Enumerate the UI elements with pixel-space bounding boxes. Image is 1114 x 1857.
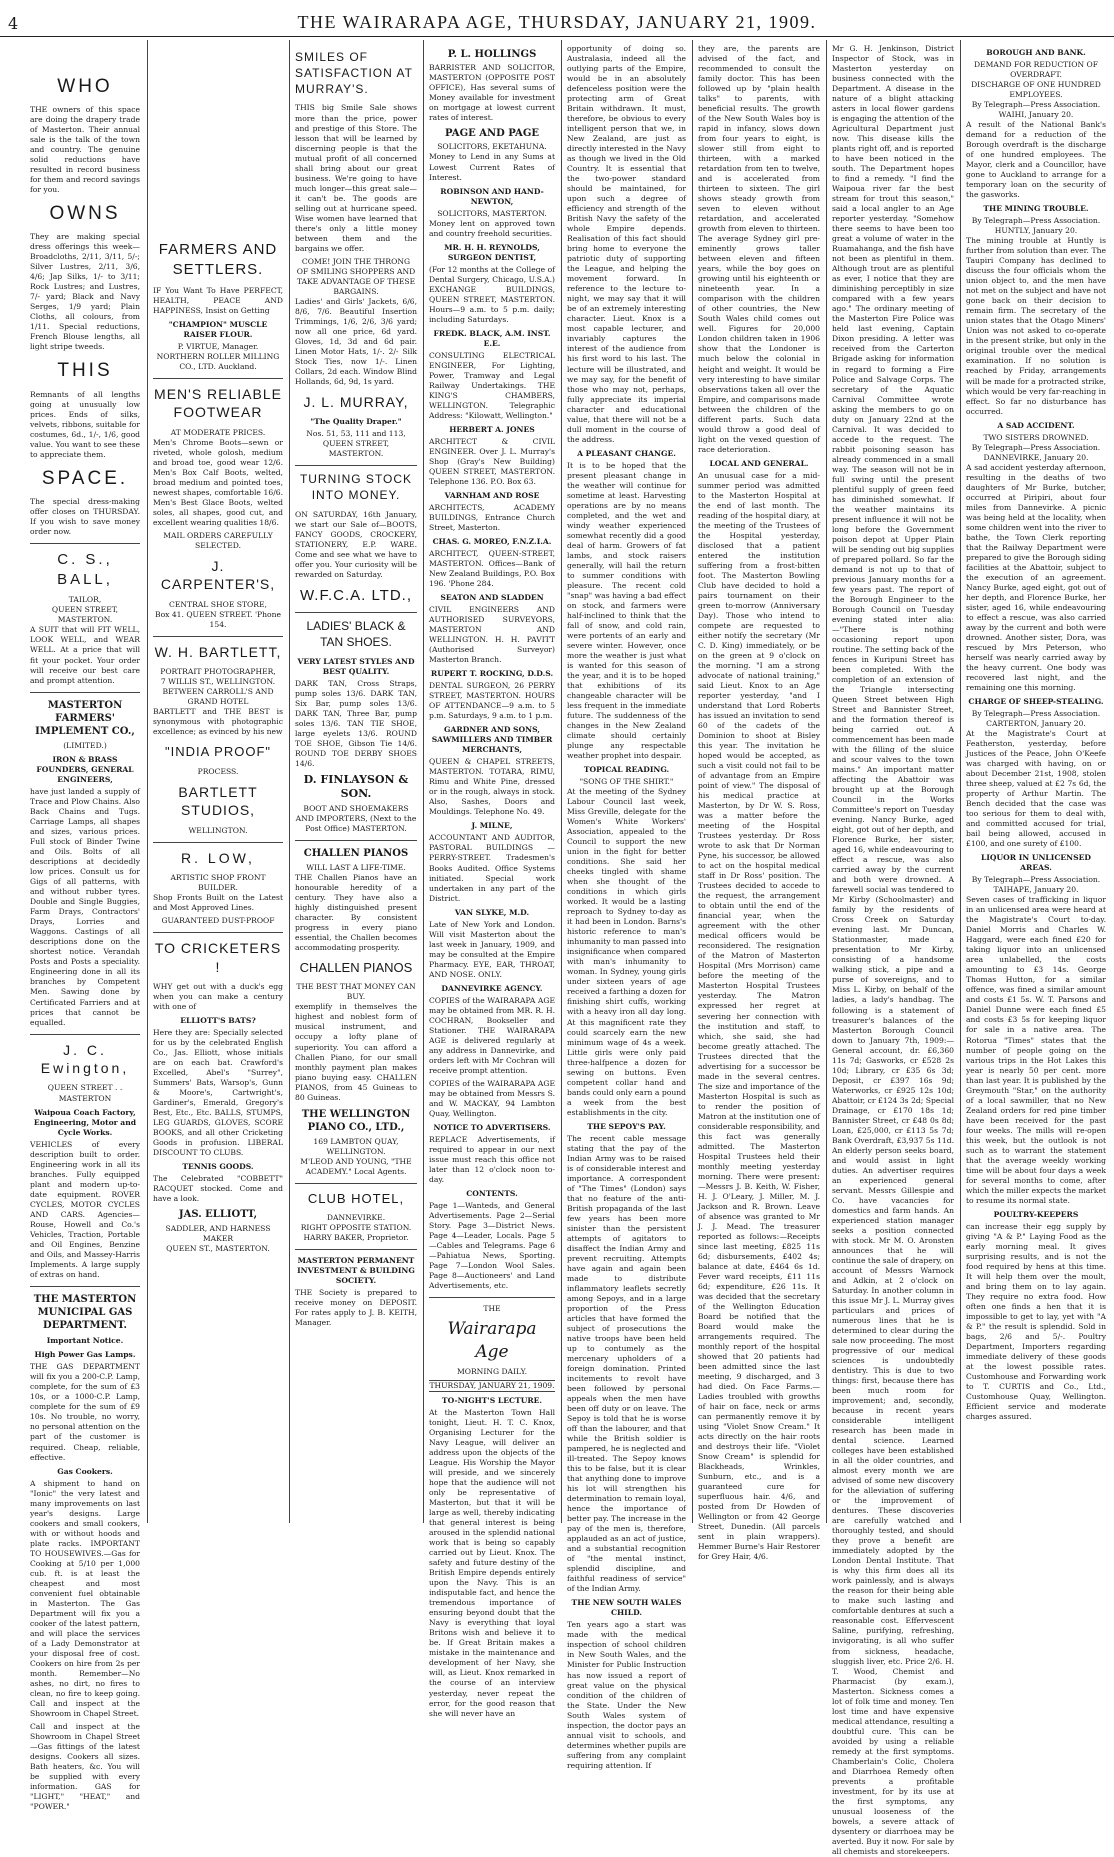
accident-sub: TWO SISTERS DROWNED. <box>983 432 1089 442</box>
ad-perm: MASTERTON PERMANENT INVESTMENT & BUILDING SOCIETY. <box>297 1256 415 1286</box>
notice-heading: NOTICE TO ADVERTISERS. <box>433 1122 551 1132</box>
column-rule <box>692 40 693 1523</box>
ad-murray-sub: "The Quality Draper." <box>310 417 402 427</box>
ad-copies-text: COPIES of the WAIRARAPA AGE may be obtained from Messrs S. and W. MACKAY, 94 Lambton Quay, Wellington. <box>429 1078 555 1118</box>
column-6 <box>698 44 821 1562</box>
paper-name: Wairarapa Age <box>447 1319 537 1362</box>
ad-who-text: THE owners of this space are doing the drapery trade of Masterton. Their annual sale is the talk of the town and country. The genuine solid reductions have resulted in record business for them and record savings for you. <box>30 105 140 195</box>
ad-jones: HERBERT A. JONES <box>449 424 535 434</box>
lecture-heading: TO-NIGHT'S LECTURE. <box>441 1396 543 1406</box>
ad-club-title: CLUB HOTEL, <box>307 1191 405 1207</box>
article-sepoy-heading: THE SEPOY'S PAY. <box>587 1121 666 1131</box>
ad-ewington-sub: Waipoua Coach Factory, Engineering, Motor and Cycle Works. <box>33 1107 137 1137</box>
article-song-text: At the meeting of the Sydney Labour Council last week, Miss Greville, delegate for the Women's White Workers' Association, appealed to the Council to support the new union in the fight for better conditions. She said her cheeks tingled with shame when she thought of the conditions in which girls worked. It would be a lasting reproach to Sydney to-day as it had been in London. Barns's historic reference to man's inhumanity to man passed into insignificance when compared with man's inhumanity to woman. In Sydney, young girls under sixteen years of age received a farthing a dozen for finishing shirt cuffs, working with a heavy iron all day long. At this magnificent rate they could scarcely earn the new minimum wage of 4s a week. Little girls were only paid three-halfpence a dozen for sewing on buttons. Even competent collar hand and bands could only earn a pound a week from the best establishments in the city. <box>567 787 686 1117</box>
ad-northern: NORTHERN ROLLER MILLING CO., LTD. Auckland. <box>156 351 280 371</box>
ad-ball-name: C. S., BALL, <box>57 550 113 588</box>
ad-ladies: LADIES' BLACK & TAN SHOES. <box>306 619 406 649</box>
ad-space-text: The special dress-making offer closes on THURSDAY. If you wish to save money order now. <box>30 496 140 536</box>
notice-text: REPLACE Advertisements, if required to appear in our next issue must reach this office not later than 12 o'clock noon to-day. <box>429 1134 555 1184</box>
article-navy-text: opportunity of doing so. Australasia, indeed all the outlying parts of the Empire, would be in an absolutely defenceless position were the protecting arm of Great Britain withdrawn. It must, therefore, be obvious to every intelligent person that we, in New Zealand, are just as directly interested in the Navy as though we lived in the Old Country. It is essential that the two-power standard should be maintained, for upon such a degree of efficiency and strength of the British Navy the safety of the whole Empire depends. Realisation of this fact should bring home to everyone the patriotic duty of supporting the League, and helping the movement forward. In reference to the lecture to-night, we may say that it will be of an extremely interesting character. Lieut. Knox is a most capable lecturer, and invariably captures the interest of the audience from his first word to his last. The lecture will be illustrated, and we may say, for the benefit of those who may not, perhaps, fully appreciate its imperial character and educational value, that there will not be a dull moment in the course of the address. <box>567 44 686 444</box>
ad-tennis-text: The Celebrated "COBBETT" RACQUET stocked. Come and have a look. <box>153 1174 283 1204</box>
column-4 <box>429 44 555 1718</box>
ad-throng: COME! JOIN THE THRONG OF SMILING SHOPPERS AND TAKE ADVANTAGE OF THESE BARGAINS. <box>296 256 416 296</box>
ad-mens-text: Men's Chrome Boots—sewn or riveted, whole golosh, medium and broad toe, good wear 12/6. Men's Box Calf Boots, welted, broad medium and pointed toes, newest shapes, comfortable 16/6. Men's Best Glace Boots, welted soles, all shapes, good cut, and excellent wearing qualities 18/6. <box>153 437 283 527</box>
ad-settlers-title: FARMERS AND SETTLERS. <box>158 241 278 278</box>
ad-turning-text: ON SATURDAY, 16th January, we start our Sale of—BOOTS, FANCY GOODS, CROCKERY, STATIONERY, E.P. WARE. Come and see what we have to offer you. Your curiosity will be rewarded on Saturday. <box>295 510 417 580</box>
ad-smiles: SMILES OF SATISFACTION AT MURRAY'S. <box>295 50 413 96</box>
newspaper-title: THE WAIRARAPA AGE, THURSDAY, JANUARY 21, 1909. <box>297 12 817 32</box>
divider <box>153 378 283 379</box>
borough-text: A result of the National Bank's demand for a reduction of the Borough overdraft is the discharge of one hundred employees. The Mayor, clerk and a Councillor, have gone to Auckland to arrange for a temporary loan on the security of the gasworks. <box>966 120 1106 200</box>
ad-seaton: SEATON AND SLADDEN <box>440 593 544 603</box>
ad-india: "INDIA PROOF" <box>164 744 272 760</box>
ad-farmers-text: have just landed a supply of Trace and Plow Chains. Also Back Chains and Tugs. Carriage Lamps, all shapes and sizes, various prices. Full stock of Binder Twine and Oils. Bolts of all descriptions at decidedly low prices. Consult us for Gigs of all patterns, with and without rubber tyres. Double and Single Buggies, Farm Drays, Contractors' Drays, Lorries and Waggons. Castings of all descriptions done on the shortest notice. Verandah Posts and Posts a speciality. Engineering done in all its branches by Competent Men. Sawing done by Certificated Farriers and at prices that cannot be equalled. <box>30 787 140 1027</box>
ad-reynolds: MR. H. H. REYNOLDS, SURGEON DENTIST, <box>444 242 540 262</box>
borough-sub: DEMAND FOR REDUCTION OF OVERDRAFT. <box>973 60 1099 80</box>
ad-tennis: TENNIS GOODS. <box>182 1162 254 1172</box>
borough-heading: BOROUGH AND BANK. <box>986 48 1086 57</box>
ad-wpc: THE WELLINGTON PIANO CO., LTD., <box>301 1108 411 1133</box>
ad-robinson: ROBINSON AND HAND-NEWTON, <box>440 186 544 206</box>
ad-moreo-text: ARCHITECT, QUEEN-STREET, MASTERTON. Offices—Bank of New Zealand Buildings, P.O. Box 196. 'Phone 284. <box>429 549 555 589</box>
ad-gas-lamps: High Power Gas Lamps. <box>34 1350 136 1360</box>
ad-gas-cookers-text: A shipment to hand on "Ionic" the very latest and many improvements on last year's designs. Large cookers and small cookers, with or without hoods and plate racks. IMPORTANT TO HOUSEWIVES.—Gas for Cooking at 5/10 per 1,000 cub. ft. is at least the cheapest and most convenient fuel obtainable in Masterton. The Gas Department will fix you a cooker of the latest pattern, and will place the services of a Lady Demonstrator at your disposal free of cost. Cookers on hire from 2s per month. Remember—No ashes, no dirt, no fires to clean, no fire to keep going. Call and inspect at the Showroom in Chapel Street. <box>30 1478 140 1718</box>
sheep-dateline: By Telegraph—Press Association. CARTERTON, January 20. <box>971 709 1101 729</box>
local-heading: LOCAL AND GENERAL. <box>709 458 809 468</box>
ad-who-heading: WHO <box>57 76 113 97</box>
divider <box>30 1034 140 1035</box>
ad-owns-heading: OWNS <box>49 203 121 225</box>
divider <box>295 1249 417 1250</box>
article-nsw-heading: THE NEW SOUTH WALES CHILD. <box>571 1598 682 1618</box>
column-rule <box>826 40 827 1523</box>
ad-page: PAGE AND PAGE <box>445 128 539 140</box>
ad-challen-text2: exemplify in themselves the highest and noblest form of musical instrument, and occupy a lofty plane of superiority. You can afford a Challen Piano, for our small monthly payment plan makes piano buying easy. CHALLEN PIANOS, from 45 Guineas to 80 Guineas. <box>295 1002 417 1102</box>
ad-elliott-addr: QUEEN ST., MASTERTON. <box>166 1243 270 1253</box>
column-7 <box>832 44 954 1856</box>
ad-rupert-text: DENTAL SURGEON, 26 PERRY STREET, MASTERTON. HOURS OF ATTENDANCE—9 a.m. to 5 p.m. Saturdays, 9 a.m. to 1 p.m. <box>429 681 555 721</box>
ad-varnham-text: ARCHITECTS, ACADEMY BUILDINGS, Entrance Church Street, Masterton. <box>429 502 555 533</box>
paper-date: THURSDAY, JANUARY 21, 1909. <box>429 1380 555 1392</box>
ad-bartlett-title: W. H. BARTLETT, <box>154 643 282 660</box>
ad-danne-text: COPIES of the WAIRARAPA AGE may be obtained from MR. R. H. COCHRAN, Bookseller and Stationer. THE WAIRARAPA AGE is delivered regularly at any address in Dannevirke, and orders left with Mr Cochran will receive prompt attention. <box>429 995 555 1075</box>
ad-farmers-sub: IRON & BRASS FOUNDERS, GENERAL ENGINEERS, <box>36 755 134 785</box>
ad-wpc-addr: 169 LAMBTON QUAY, WELLINGTON. <box>313 1136 399 1156</box>
ad-page-text: Money to Lend in any Sums at Lowest Current Rates of Interest. <box>429 152 555 182</box>
divider <box>153 636 283 637</box>
ad-bargains: Ladies' and Girls' Jackets, 6/6, 8/6, 7/6. Beautiful Insertion Trimmings, 1/6, 2/6, 3/6 yard; now all one price, 6d yard. Gloves, 1d, 3d and 6d pair. Linen Motor Hats, 1/-. 2/- Silk Stock Ties, now 1/-. Linen Collars, 2d each. Window Blind Hollands, 6d, 9d, 1s yard. <box>295 296 417 386</box>
ad-kirk: FREDK. BLACK, A.M. INST. E.E. <box>433 328 551 348</box>
ad-challen-text: THE Challen Pianos have an honourable heredity of a century. They have also a highly distinguished present character. By consistent progress in every piano essential, the Challen becomes accommodating prosperity. <box>295 873 417 953</box>
ad-space-heading: SPACE. <box>41 467 129 489</box>
borough-sub2: DISCHARGE OF ONE HUNDRED EMPLOYEES. <box>971 80 1101 100</box>
ad-wpc-agents: M'LEOD AND YOUNG, "THE ACADEMY." Local Agents. <box>300 1157 412 1177</box>
ad-murray-title: J. L. MURRAY, <box>303 393 409 410</box>
ad-elliott-name: JAS. ELLIOTT, <box>178 1209 258 1221</box>
ad-finlayson-sub: BOOT AND SHOEMAKERS AND IMPORTERS, (Next to the Post Office) MASTERTON. <box>295 803 417 833</box>
ad-studios-addr: WELLINGTON. <box>188 825 248 835</box>
ad-bartlett-sub: PORTRAIT PHOTOGRAPHER, <box>160 667 276 677</box>
ad-ball-text: A SUIT that will FIT WELL, LOOK WELL, and WEAR WELL. At a price that will fit your pocket. Your order will receive our best care and prompt attention. <box>30 625 140 685</box>
column-8 <box>966 44 1106 1523</box>
accident-dateline: By Telegraph—Press Association. DANNEVIRKE, January 20. <box>971 442 1101 462</box>
article-change-heading: A PLEASANT CHANGE. <box>577 448 676 458</box>
divider <box>295 612 417 613</box>
ad-ball-sub: TAILOR, <box>68 595 102 605</box>
ad-this-heading: THIS <box>57 360 113 382</box>
ad-mens-sub: AT MODERATE PRICES. <box>170 427 266 437</box>
ad-ewington-addr: QUEEN STREET . . MASTERTON <box>47 1083 123 1103</box>
ad-jones-text: ARCHITECT & CIVIL ENGINEER. Over J. L. Murray's Shop (Gray's New Building) QUEEN STREET, MASTERTON. Telephone 136. P.O. Box 63. <box>429 436 555 486</box>
article-nsw-text: Ten years ago a start was made with the medical inspection of school children in New South Wales, and the Minister for Public Instruction has now issued a report of great value on the physical condition of the children of the State. Under the New South Wales system of inspection, the doctor pays an annual visit to schools, and determines whether pupils are suffering from any complaint requiring attention. If <box>567 1620 686 1770</box>
article-change-text: It is to be hoped that the present pleasant change in the weather will continue for sometime at least. Harvesting operations are by no means completed, and the wet and windy weather experienced somewhat recently did a good deal of harm. Growers of fat lambs, and stock raisers generally, will hail the return to summer conditions with pleasure. The recent cold "snap" was having a bad effect on stock, and farmers were half-inclined to think that the fall of snow, and cold rain, were portents of an early and severe winter. However, once more the weather is just what is wanted for this season of the year, and it is to be hoped that exhibitions of its changeable character will be less frequent in the immediate future. The suddenness of the changes in the New Zealand climate should certainly plunge any respectable weather prophet into despair. <box>567 460 686 761</box>
liquor-heading: LIQUOR IN UNLICENSED AREAS. <box>981 853 1091 873</box>
ad-low-text: Shop Fronts Built on the Latest and Most Approved Lines. <box>153 893 283 913</box>
ad-reynolds-text: (For 12 months at the College of Dental Surgery, Chicago, U.S.A.) EXCHANGE BUILDINGS, QUEEN STREET, MASTERTON. Hours—9 a.m. to 5 p.m. daily; including Saturdays. <box>429 264 555 324</box>
mining-dateline: By Telegraph—Press Association. HUNTLY, January 20. <box>971 216 1101 236</box>
column-rule <box>960 40 961 1523</box>
ad-cricket-text2: Here they are: Specially selected for us by the celebrated English Co., Jas. Elliott, whose initials are on each bat. Crawford's Excelled, Abel's "Surrey", Summers' Bats, Warsop's, Gunn & Moore's, Cartwright's, Gardiner's, Emerald, Gregory's Best, Etc., Etc. BALLS, STUMPS, LEG GUARDS, GLOVES, SCORE BOOKS, and all other Cricketing Goods in profusion. LIBERAL DISCOUNT TO CLUBS. <box>153 1028 283 1158</box>
ad-bartlett-text: BARTLETT and THE BEST is synonymous with photographic excellence; as evinced by his new <box>153 707 283 737</box>
ad-hollings: P. L. HOLLINGS <box>447 49 537 60</box>
divider <box>295 1183 417 1184</box>
ad-gas-title: THE MASTERTON MUNICIPAL GAS DEPARTMENT. <box>33 1293 137 1332</box>
ad-farmers-ltd: (LIMITED.) <box>63 741 107 751</box>
masthead <box>0 0 1114 37</box>
paper-subtitle: MORNING DAILY. <box>456 1367 528 1377</box>
ad-gas-text: THE GAS DEPARTMENT will fix you a 200-C.P. Lamp, complete, for the sum of £3 10s, or a 1000-C.P. Lamp, complete for the sum of £9 10s. No trouble, no worry, no personal attention on the part of the customer is required. Cheap, reliable, effective. <box>30 1362 140 1462</box>
ad-low-title: R. LOW, <box>181 849 255 866</box>
ad-murray-addr: Nos. 51, 53, 111 and 113, QUEEN STREET, MASTERTON. <box>306 429 406 459</box>
divider <box>30 543 140 544</box>
ad-robinson-text: Money lent on approved town and country freehold securities. <box>429 218 555 238</box>
lecture-text: At the Masterton Town Hall tonight, Lieut. H. T. C. Knox, Organising Lecturer for the Navy League, will deliver an address upon the objects of the League. His Worship the Mayor will preside, and we sincerely hope that the audience will not only be representative of Masterton, but that it will be large as well, thereby indicating that general interest is being aroused in the splendid national work that is being so capably carried out by Lieut. Knox. The safety and future destiny of the British Empire depends entirely upon the Navy. This is an indisputable fact, and hence the tremendous importance of ensuring beyond doubt that the Navy is everything that loyal Britons wish and believe it to be. If Great Britain makes a mistake in the maintenance and development of her Navy, she will, as Lieut. Knox remarked in the course of an interview yesterday, never repeat the error, for the good reason that she will never have an <box>429 1408 555 1718</box>
mining-heading: THE MINING TROUBLE. <box>983 204 1089 214</box>
column-1 <box>30 44 140 1812</box>
accident-heading: A SAD ACCIDENT. <box>997 420 1075 430</box>
ad-challen-sub: WILL LAST A LIFE-TIME. <box>306 863 406 873</box>
ad-farmers-title: MASTERTON FARMERS' IMPLEMENT CO., <box>35 699 135 737</box>
ad-elliott-bats: ELLIOTT'S BATS? <box>180 1016 256 1026</box>
article-song-heading: "SONG OF THE SHIRT." <box>579 777 674 787</box>
ad-ladies-text: DARK TAN, Cross Straps, pump soles 13/6. DARK TAN, Six Bar, pump soles 13/6. DARK TAN, Three Bar, pump soles 13/6. TAN TIE SHOE, large eyelets 13/6. ROUND TOE SHOE, Gibson Tie 14/6. ROUND TOE DERBY SHOES 14/6. <box>295 678 417 768</box>
ad-challen-best: THE BEST THAT MONEY CAN BUY. <box>296 982 416 1002</box>
ad-mail: MAIL ORDERS CAREFULLY SELECTED. <box>163 530 273 550</box>
ad-gardner-text: QUEEN & CHAPEL STREETS, MASTERTON. TOTARA, RIMU, Rimu and White Pine, dressed or in the rough, always in stock. Also, Sashes, Doors and Mouldings. Telephone No. 49. <box>429 757 555 817</box>
ad-cricketers: TO CRICKETERS ! <box>154 940 282 975</box>
sheep-text: At the Magistrate's Court at Featherston, yesterday, before Justices of the Peace, John O'Keefe was charged with having, on or about December 21st, 1908, stolen three sheep, valued at £2 7s 6d, the property of Arthur Martin. The Bench decided that the case was too serious for them to deal with, and committed accused for trial, bail being allowed, accused in £100, and one surety of £100. <box>966 729 1106 849</box>
poultry-text: can increase their egg supply by giving "A & P." Laying Food as the early morning meal. It gives surprising results, and is not the food required by hens at this time. It will help them over the moult, and bring them on to lay again. They require no extra food. How often one finds a hen that it is impossible to get to lay, yet with "A & P." the result is splendid. Sold in bags, 2/6 and 5/-. Poultry Department, Importers regarding immediate delivery of these goods at the lowest possible rates. Customhouse and Forwarding work to T. CURTIS and Co., Ltd., Customhouse Quay, Wellington. Efficient service and moderate charges assured. <box>966 1221 1106 1422</box>
ad-studios: BARTLETT STUDIOS, <box>178 783 258 819</box>
column-5 <box>567 44 686 1770</box>
ad-ewington-text: VEHICLES of every description built to order. Engineering work in all its branches. Fully equipped plant and modern up-to-date equipment. ROVER CYCLES, MOTOR CYCLES AND CARS. Agencies—Rouse, Howell and Co.'s Vehicles, Traction, Portable and Oil Engines, Benzine and Oils, and Massey-Harris Implements. A large supply of extras on hand. <box>30 1139 140 1279</box>
ad-ladies-sub: VERY LATEST STYLES AND BEST QUALITY. <box>297 656 415 676</box>
ad-kirk-text: CONSULTING ELECTRICAL ENGINEER, For Lighting, Power, Tramway and Legal Railway Undertakings. THE KING'S CHAMBERS, WELLINGTON. Telegraphic Address: "Kilowatt, Wellington." <box>429 350 555 420</box>
divider <box>30 1286 140 1287</box>
ad-perm-text: THE Society is prepared to receive money on DEPOSIT. For rates apply to J. B. KEITH, Manager. <box>295 1288 417 1328</box>
ad-bartlett-addr: 7 WILLIS ST., WELLINGTON. <box>160 677 276 687</box>
column-rule <box>289 40 290 1523</box>
ad-this-text: Remnants of all lengths going at unusually low prices. Ends of silks, velvets, ribbons, suitable for costumes, 6d., 1/-, 1/6, good value. You want to see these to appreciate them. <box>30 389 140 459</box>
sheep-heading: CHARGE OF SHEEP-STEALING. <box>968 696 1104 706</box>
divider <box>30 692 140 693</box>
contents-items: Page 1—Wanteds, and General Advertisements. Page 2—Serial Story. Page 3—District News. Page 4—Leader, Locals. Page 5—Cables and Telegrams. Page 6—Pahiatua News, Sporting. Page 7—London Wool Sales. Page 8—Auctioneers' and Land Advertisements, etc. <box>429 1200 555 1291</box>
column-3 <box>295 44 417 1523</box>
ad-carpenter-addr: Box 41. QUEEN STREET. 'Phone 154. <box>154 609 281 629</box>
contents-heading: CONTENTS. <box>466 1188 518 1198</box>
ad-carpenter-title: J. CARPENTER'S, <box>160 557 276 593</box>
ad-settlers-text: IF You Want To Have PERFECT, HEALTH, PEACE AND HAPPINESS, Insist on Getting <box>153 285 283 315</box>
page-number: 4 <box>8 14 19 33</box>
ad-low-sub: ARTISTIC SHOP FRONT BUILDER. <box>170 873 266 893</box>
ad-robinson-sub: SOLICITORS, MASTERTON. <box>437 208 547 218</box>
paper-name-the: THE <box>483 1304 501 1314</box>
borough-dateline: By Telegraph—Press Association. WAIHI, January 20. <box>971 100 1101 120</box>
ad-slyke-text: Late of New York and London. Will visit Masterton about the last week in January, 1909, and may be consulted at the Empire Pharmacy. EYE, EAR, THROAT, AND NOSE. ONLY. <box>429 919 555 979</box>
column-rule <box>423 40 424 1523</box>
ad-cricket-text: WHY get out with a duck's egg when you can make a century with one of <box>153 982 283 1012</box>
ad-virtue: P. VIRTUE, Manager. <box>177 341 259 351</box>
ad-ewington-name: J. C. Ewington, <box>40 1041 130 1077</box>
divider <box>153 842 283 843</box>
ad-danne: DANNEVIRKE AGENCY. <box>441 983 543 993</box>
column-rule <box>147 40 148 1523</box>
ad-milne: J. MILNE, <box>471 821 513 831</box>
poultry-heading: POULTRY-KEEPERS <box>993 1209 1079 1219</box>
ad-wfca: W.F.C.A. LTD., <box>299 587 413 605</box>
ad-elliott-sub: SADDLER, AND HARNESS MAKER <box>165 1223 271 1243</box>
column-rule <box>561 40 562 1523</box>
article-sepoy-text: The recent cable message stating that the pay of the Indian Army was to be raised is of considerable interest and importance. A correspondent of "The Times" (London) says that no feature of the anti-British propaganda of the last few years has been more sinister than the persistent attempts of agitators to disaffect the Indian Army and prevent recruiting. Attempts have again and again been made to distribute inflammatory leaflets secretly among Sepoys, and in a large proportion of the Press articles that have formed the subject of prosecutions the native troops have been held up to contumely as the mercenary upholders of a foreign domination. Printed incitements to revolt have been followed by personal appeals when the men have been off duty or on leave. The Sepoy is told that he is worse off than the labourer, and that while the British soldier is pampered, he is neglected and ill-treated. The Sepoy knows this to be false, but it is clear that anything done to improve his lot will strengthen his determination to remain loyal, hence the importance of better pay. The increase in the pay of the men is, therefore, applauded as an act of justice, and a substantial recognition of "the mental instinct, splendid discipline, and faithful readiness of service" of the Indian Army. <box>567 1133 686 1594</box>
ad-gas-cookers: Gas Cookers. <box>57 1466 113 1476</box>
liquor-text: Seven cases of trafficking in liquor in an unlicensed area were heard at the Magistrate's Court to-day. Daniel Morris and Charles W. Haggard, were each fined £20 for taking liquor into an unlicensed area unlabelled, the costs amounting to £3 14s. George Thomas Hutton, for a similar offence, was fined a similar amount and costs £1 5s. W. T. Parsons and Daniel Dunne were each fined £5 and costs £3 5s for keeping liquor for sale in a native area. The Rotorua "Times" states that the number of people going on the various trips in the Hot Lakes this year is nearly 50 per cent. more than last year. It is published by the Greymouth "Star," on the authority of a local sawmiller, that no New Zealand orders for red pine timber have been received for the past four weeks. The mills will re-open this week, but the outlook is not such as to warrant the statement that the average weekly working time will be about four days a week for several months to come, after which the miller expects the market to resume its normal state. <box>966 895 1106 1205</box>
ad-moreo: CHAS. G. MOREO, F.N.Z.I.A. <box>432 537 552 547</box>
article-nsw-cont: they are, the parents are advised of the fact, and recommended to consult the family doctor. This has been followed up by "plain health talks" to parents, with beneficial results. The growth of the New South Wales boy is rapid in infancy, slows down from four years to eight, is slower still from eight to thirteen, with a marked retardation from ten to twelve, and is accelerated from thirteen to sixteen. The girl shows steady growth from seven to eleven without retardation, and accelerated growth from eleven to thirteen. The average Sydney girl pre-eminently grows taller between eleven and fifteen years, while the boy goes on growing until his eighteenth or nineteenth year. In a comparison with the children of other countries, the New South Wales child comes out well. Figures for 20,000 London children taken in 1906 show that the Londoner is much below the colonial in height and weight. It would be very interesting to have similar observations taken all over the Empire, and comparisons made between the children of the different parts. Such data would throw a good deal of light on the vexed question of race deterioration. <box>698 44 820 454</box>
ad-club-sub: DANNEVIRKE. <box>326 1213 386 1223</box>
article-topical-heading: TOPICAL READING. <box>583 765 670 775</box>
divider <box>295 465 417 466</box>
ad-dust: GUARANTEED DUST-PROOF <box>161 916 275 926</box>
ad-mens-title: MEN'S RELIABLE FOOTWEAR <box>154 385 282 421</box>
ad-hollings-text: BARRISTER AND SOLICITOR, MASTERTON (OPPOSITE POST OFFICE), Has several sums of Money available for investment on mortgage at lowest current rates of interest. <box>429 63 555 123</box>
liquor-dateline: By Telegraph—Press Association. TAIHAPE, January 20. <box>971 875 1101 895</box>
ad-process: PROCESS. <box>197 766 239 776</box>
column-2 <box>153 44 283 1523</box>
ad-carpenter-sub: CENTRAL SHOE STORE, <box>169 599 267 609</box>
ad-turning: TURNING STOCK INTO MONEY. <box>299 472 413 503</box>
ad-slyke: VAN SLYKE, M.D. <box>454 907 530 917</box>
ad-gas-notice: Important Notice. <box>46 1336 124 1346</box>
divider <box>429 1297 555 1298</box>
divider <box>295 840 417 841</box>
local-text-cont: Mr G. H. Jenkinson, District Inspector of Stock, was in Masterton yesterday on business connected with the Department. A disease in the nature of a blight attacking asters in local flower gardens is engaging the attention of the Agricultural Department just now. This disease kills the plants right off, and is reported to have been noticed in the south. The Department hopes to find a remedy. "I find the Waipoua river far the best stream for trout this season," said a local angler to an Age reporter yesterday. "Somehow there seems to have been too great a volume of water in the Ruamahanga, and the fish have not been as plentiful in them. Although trout are as plentiful as ever, I notice that they are diminishing perceptibly in size compared with a few years ago." The ordinary meeting of the Masterton Fire Police was held last evening, Captain Dixon presiding. A letter was received from the Carterton Brigade asking for information in regard to forming a Fire Police and Salvage Corps. The secretary of the Aquatic Carnival Committee wrote asking the members to go on duty on January 22nd at the Carnival. It was decided to accede to the request. The rabbit poisoning season has already commenced in a small way. The season will not be in full swing until the present plentiful supply of green feed has diminished somewhat. If the weather maintains its present influence it will not be long before the Government poison depot at Upper Plain will be sending out big supplies of prepared pollard. So far the demand is not up to that of previous January months for a few years past. The report of the Borough Engineer to the Borough Council on Tuesday evening stated inter alia:—"There is nothing occasioning report upon routine. The setting back of the fences in Kuripuni Street has been completed. With the completion of an extension of the Triangle intersecting Queen Street between High Street and Bannister Street, and the formation thereof is being carried out. A commencement has been made with the filling of the sluice and scour valves to the town mains." An important matter affecting the Abattoir was brought up at the Borough Council in the Works Committee's report on Tuesday evening. Nancy Burke, aged eight, got out of her depth, and Florence Burke, her sister, aged 16, while endeavouring to effect a rescue, was also carried away by the current and both were drowned. A farewell social was tendered to Mr Kirby (Schoolmaster) and family by the residents of Cross Creek on Saturday evening last. Mr Duncan, Stationmaster, made a presentation to Mr Kirby, consisting of a handsome walking stick, a pipe and a purse of sovereigns, and to Miss L. Kirby, on behalf of the ladies, a lady's handbag. The following is a statement of treasurer's balances of the Masterton Borough Council down to January 7th, 1909:—General account, dr. £6,360 11s 7d; Gasworks, cr £528 2s 10d; Library, cr £35 6s 3d; Deposit, cr £397 16s 9d; Waterworks, cr £925 12s 10d; Abattoir, cr £124 3s 2d; Special Drainage, cr £170 18s 1d; Bannister Street, cr £48 0s 8d; Loan, £25,000, cr £113 5s 7d; Bank Overdraft, £3,937 5s 11d. An elderly person seeks board, and would assist in light duties. An advertiser requires an experienced general servant. Messrs Gillespie and Co. have vacancies for domestics and farm hands. An experienced station manager seeks a position connected with stock. Mr M. O. Aronsten announces that he will continue the sale of drapery, on account of Messrs Warnock and Adkin, at 2 o'clock on Saturday. In another column in this issue Mr J. L. Murray gives particulars and prices of numerous lines that he is determined to clear during the sale now proceeding. The most progressive of our medical sciences is undoubtedly dentistry. This is due to two things: first, because there has been much room for improvement; and, secondly, because in recent years considerable intelligent research has been made in dental science. Learned colleges have been established in all the older countries, and almost every month we are advised of some new discovery for the alleviation of suffering or the improvement of dentures. These discoveries are carefully watched and thoroughly tested, and should they prove a benefit are immediately adopted by the London Dental Institute. That is why this firm does all its work painlessly, and is always the reason for their being able to make such lasting and comfortable dentures at such a reasonable cost. Effervescent Saline, purifying, refreshing, invigorating, is all who suffer from sickness, headache, sluggish liver, etc. Price 2/6. H. T. Wood, Chemist and Pharmacist (by exam.), Masterton. Sickness comes a lot of folk time and money. Ten lost time and have expensive medical attendance, resulting a doubtful cure. This can be avoided by using a reliable remedy at the first symptoms. Chamberlain's Colic, Cholera and Diarrhoea Remedy often prevents a profitable investment, for by its use at the first symptoms, any unusual looseness of the bowels, a severe attack of dysentery or diarrhoea may be averted. Buy it now. For sale by all chemists and storekeepers. <box>832 44 954 1856</box>
ad-gardner: GARDNER AND SONS, SAWMILLERS AND TIMBER MERCHANTS, <box>431 725 553 755</box>
ad-challen-big: CHALLEN PIANOS <box>299 960 413 976</box>
ad-ball-addr: QUEEN STREET, MASTERTON. <box>51 605 119 625</box>
local-text: An unusual case for a mid-summer period was admitted to the Masterton Hospital at the end of last month. The reading of the hospital diary, at the meeting of the Trustees of the Hospital yesterday, disclosed that a patient entered the institution suffering from a frost-bitten foot. The Masterton Bowling Club have decided to hold a pairs tournament on their green to-morrow (Anniversary Day). Those who intend to compete are requested to either notify the secretary (Mr C. D. King) immediately, or be on the green at 9 o'clock on the morning. "I am a strong advocate of national training," said Lieut. Knox to an Age reporter yesterday, "and I understand that Lord Roberts has issued an invitation to send 60 of the cadets of the Dominion to shoot at Bisley this year. The invitation he hoped would be accepted, as such a visit could not fail to be of advantage from an Empire point of view." The disposal of his medical practice at Masterton, by Dr W. S. Ross, was a matter before the meeting of the Hospital Trustees yesterday. Dr Ross wrote to ask that Dr Norman Pyne, his successor, be allowed to act on the hospital medical staff in Dr Ross' position. The Trustees decided to accede to the request, the arrangement to obtain until the end of the financial year, when the agreement with the other medical officers would be reconsidered. The resignation of the Matron of Masterton Hospital (Mrs Morrison) came before the meeting of the Masterton Hospital Trustees yesterday. The Matron expressed her regret at severing her connection with the institution and staff, to which, she said, she had become greatly attached. The Trustees directed that the advertising for a successor be made in the several centres. The size and importance of the Masterton Hospital is such as to render the position of Matron at the institution one of considerable responsibility, and this fact was generally admitted. The Masterton Hospital Trustees held their monthly meeting yesterday morning. There were present:—Messrs J. B. Keith, W. Fisher, H. J. O'Leary, J. Miller, M. J. Jackson and R. Brown. Leave of absence was granted to Mr J. J. Mead. The treasurer reported as follows:—Receipts since last meeting, £825 11s 6d; disbursements, £402 4s; balance at date, £464 6s 1d. Fever ward receipts, £11 11s 6d; expenditure, £26 11s. It was decided that the secretary of the Wellington Education Board be notified that the Board would make the arrangements required. The monthly report of the hospital showed that 20 patients had been admitted since the last meeting, 9 discharged, and 3 had died. On Face Farms.—Ladies troubled with growths of hair on face, neck or arms can permanently remove it by using "Violet Snow Cream." It acts directly on the hair roots and destroys their life. "Violet Snow Cream" is splendid for Blackheads, Wrinkles, Sunburn, etc., and is a guaranteed cure for superfluous hair. 4/6, and posted from Dr Howden of Wellington or from 42 George Street, Dunedin. (All parcels sent in plain wrappers). Hemmer Burne's Hair Restorer for Grey Hair, 4/6. <box>698 470 821 1562</box>
ad-smiles-text: THIS big Smile Sale shows more than the price, power and prestige of this Store. The lesson that will be learned by discerning people is that the mutual profit of all concerned shall bring about our great business. We're going to have much longer—this great sale—it can't be. The goods are selling out at hurricane speed. Wise women have learned that there's only a little money between them and the bargains we offer. <box>295 103 417 253</box>
ad-finlayson: D. FINLAYSON & SON. <box>303 772 409 801</box>
ad-challen-title: CHALLEN PIANOS <box>303 847 409 859</box>
ad-seaton-text: CIVIL ENGINEERS AND AUTHORISED SURVEYORS, MASTERTON AND WELLINGTON. H. H. PAVITT (Authorised Surveyor) Masterton Branch. <box>429 605 555 665</box>
mining-text: The mining trouble at Huntly is further from solution than ever. The Taupiri Company has declined to discuss the four officials whom the union object to, and the men have not met on the subject and have not gone back on their decision to remain firm. The secretary of the union states that the Otago Miners' Union was not asked to co-operate in the present strike, but only in the original trouble over the medical examination. If no solution is reached by Friday, arrangements will be made for a protracted strike, which would be very far-reaching in effect. So far no disturbance has occurred. <box>966 236 1106 416</box>
accident-text: A sad accident yesterday afternoon, resulting in the deaths of two daughters of Mr Burke, butcher, occurred at Piripiri, about four miles from Dannevirke. A picnic was being held at the locality, when some children went into the river to bathe, the Town Clerk reporting that the Railway Department were prepared to give the Borough siding facilities at the Abattoir, subject to the execution of an agreement. Nancy Burke, aged eight, got out of her depth, and Florence Burke, her sister, aged 16, while endeavouring to effect a rescue, was also carried away by the current and both were drowned. Another sister, Dora, was rescued by Mrs Peterson, who herself was nearly carried away by the heavy current. One body was recovered last night, and the remaining one this morning. <box>966 462 1106 692</box>
ad-bartlett-between: BETWEEN CARROLL'S AND GRAND HOTEL <box>162 687 274 707</box>
ad-milne-text: ACCOUNTANT AND AUDITOR, PASTORAL BUILDINGS — PERRY-STREET. Tradesmen's Books Audited. Office Systems initiated. Special work undertaken in any part of the District. <box>429 833 555 903</box>
ad-page-sub: SOLICITORS, EKETAHUNA. <box>437 142 547 152</box>
ad-gas-footer: Call and inspect at the Showroom in Chapel Street—Gas fittings of the latest designs. Cookers all sizes. Bath heaters, &c. You will be supplied with every information. GAS for "LIGHT," "HEAT," and "POWER." <box>30 1721 140 1812</box>
ad-owns-text: They are making special dress offerings this week—Broadcloths, 2/11, 3/11, 5/-; Silver Lustres, 2/11, 3/6, 4/6; Jap Silks, 1/- to 3/11; Rock Lustres; and Lustres, 7/- yard; Black and Navy Serges, 1/9 yard; Plain Cloths, all colours, from 1/11. Special reductions, French Blouse lengths, all light stripe tweeds. <box>30 232 140 352</box>
ad-club-text: RIGHT OPPOSITE STATION. HARRY BAKER, Proprietor. <box>300 1223 412 1243</box>
ad-varnham: VARNHAM AND ROSE <box>444 490 540 500</box>
ad-rupert: RUPERT T. ROCKING, D.D.S. <box>430 669 554 679</box>
divider <box>153 932 283 933</box>
ad-champion: "CHAMPION" MUSCLE RAISER FLOUR. <box>168 319 268 339</box>
